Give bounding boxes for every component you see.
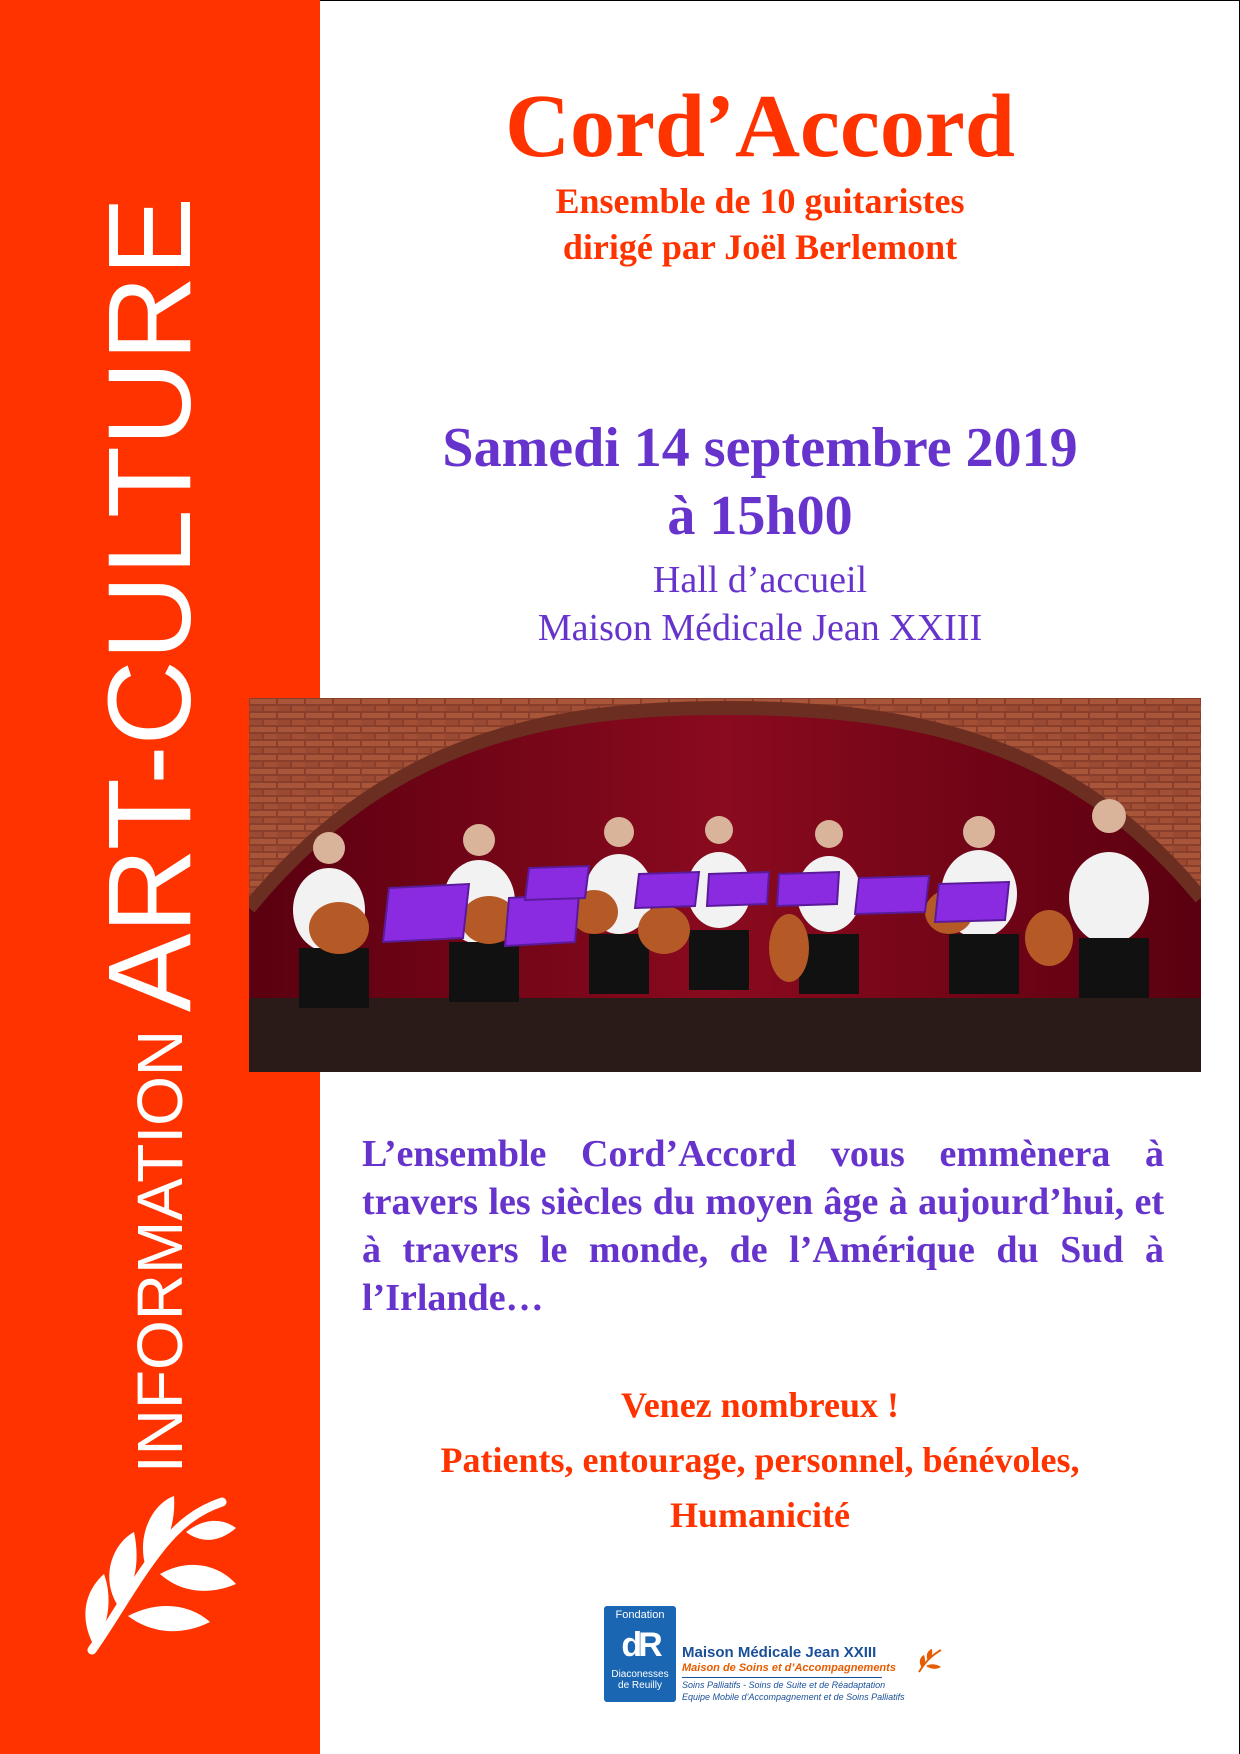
place-line: Maison Médicale Jean XXIII (537, 607, 983, 649)
foundation-mark-icon: dR (621, 1626, 659, 1664)
event-date: Samedi 14 septembre 2019 (442, 417, 1078, 479)
invitation (330, 1378, 1190, 1543)
invitation-line: Venez nombreux ! (621, 1385, 899, 1425)
invitation-line: Patients, entourage, personnel, bénévoles, (440, 1440, 1080, 1480)
sidebar-prefix: INFORMATION (124, 1029, 196, 1474)
foundation-bottom-line: de Reuilly (618, 1680, 662, 1691)
event-title: Cord’Accord (505, 77, 1015, 176)
event-place (330, 556, 1190, 652)
sidebar-emphasis: ART-CULTURE (84, 196, 216, 1013)
top-border (320, 0, 1240, 1)
event-subtitle (330, 178, 1190, 270)
event-description: L’ensemble Cord’Accord vous emmènera à travers les siècles du moyen âge à aujourd’hui, et à travers le monde, de l’Amérique du Sud à l’Irlande… (362, 1133, 1164, 1319)
foundation-top-label: Fondation (615, 1609, 665, 1621)
small-leaf-icon (916, 1646, 944, 1674)
event-time: à 15h00 (667, 485, 853, 547)
footer-services-line: Equipe Mobile d’Accompagnement et de Soins Palliatifs (682, 1692, 905, 1702)
foundation-logo (604, 1606, 676, 1702)
foundation-bottom-line: Diaconesses (611, 1669, 669, 1680)
foundation-bottom-label (604, 1669, 676, 1691)
place-line: Hall d’accueil (652, 559, 868, 601)
footer-tagline: Maison de Soins et d’Accompagnements (682, 1662, 896, 1674)
footer-divider (682, 1677, 882, 1678)
footer-logo (604, 1606, 944, 1706)
ensemble-photo (249, 698, 1201, 1072)
subtitle-line: Ensemble de 10 guitaristes (555, 181, 965, 221)
footer-services-line: Soins Palliatifs - Soins de Suite et de Réadaptation (682, 1680, 886, 1690)
event-datetime (330, 414, 1190, 550)
invitation-line: Humanicité (670, 1495, 850, 1535)
footer-org-name: Maison Médicale Jean XXIII (682, 1644, 877, 1661)
sidebar-vertical-title (84, 65, 216, 1605)
subtitle-line: dirigé par Joël Berlemont (562, 227, 958, 267)
leaf-branch-icon (70, 1488, 240, 1658)
